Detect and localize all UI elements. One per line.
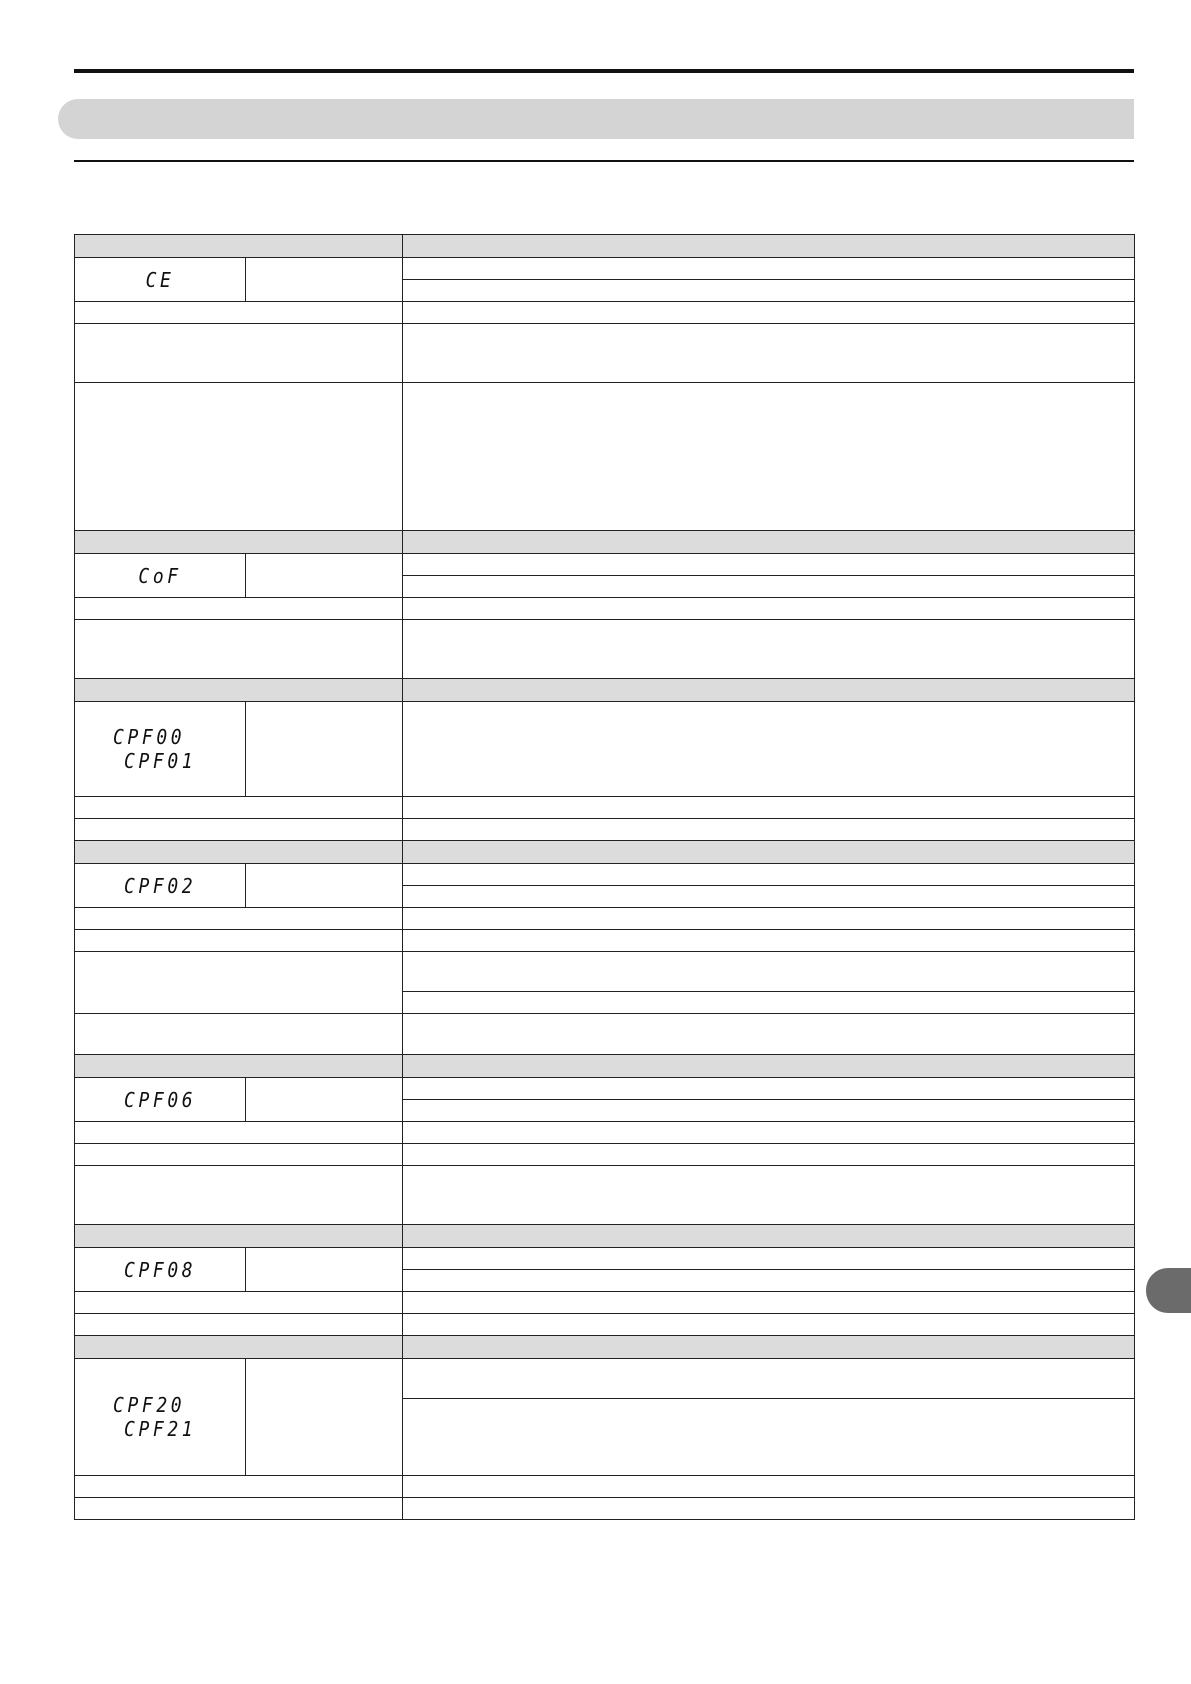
fault-code-cell [75, 864, 246, 908]
section-sub-rule [74, 160, 1134, 162]
fault-header-row [75, 1336, 1135, 1359]
table-row [75, 1314, 1135, 1336]
table-row [75, 1292, 1135, 1314]
fault-code-display: CPF06 [123, 1087, 197, 1112]
fault-code-display: CE [145, 267, 175, 292]
table-row [75, 797, 1135, 819]
table-row [75, 908, 1135, 930]
table-row [75, 258, 1135, 280]
table-row [75, 1359, 1135, 1399]
fault-header-row [75, 1055, 1135, 1078]
fault-header-row [75, 531, 1135, 554]
fault-code-display: CoF [138, 563, 182, 588]
fault-header-row [75, 679, 1135, 702]
chapter-side-tab [1146, 1268, 1191, 1313]
table-row [75, 324, 1135, 383]
fault-code-display: CPF00 [112, 725, 186, 749]
table-row [75, 1248, 1135, 1270]
fault-code-display: CPF21 [123, 1417, 197, 1441]
table-row [75, 1014, 1135, 1055]
top-rule [74, 69, 1134, 73]
fault-code-cell [75, 1078, 246, 1122]
table-row [75, 554, 1135, 576]
fault-code-cell [75, 554, 246, 598]
table-row [75, 1476, 1135, 1498]
fault-code-cell [75, 1248, 246, 1292]
fault-header-row [75, 1225, 1135, 1248]
table-row [75, 1498, 1135, 1520]
table-row [75, 930, 1135, 952]
table-row [75, 383, 1135, 531]
table-row [75, 598, 1135, 620]
table-row [75, 1144, 1135, 1166]
fault-code-display: CPF01 [123, 749, 197, 773]
fault-code-cell [75, 1359, 246, 1476]
table-row [75, 952, 1135, 992]
table-row [75, 864, 1135, 886]
table-row [75, 620, 1135, 679]
fault-header-row [75, 841, 1135, 864]
table-row [75, 819, 1135, 841]
section-banner [58, 99, 1134, 139]
fault-code-cell [75, 258, 246, 302]
fault-code-cell [75, 702, 246, 797]
table-row [75, 702, 1135, 797]
fault-code-display: CPF08 [123, 1257, 197, 1282]
table-row [75, 1078, 1135, 1100]
fault-code-display: CPF20 [112, 1393, 186, 1417]
fault-code-display: CPF02 [123, 873, 197, 898]
table-row [75, 1122, 1135, 1144]
table-row [75, 1166, 1135, 1225]
fault-header-row [75, 235, 1135, 258]
fault-table [74, 234, 1135, 1520]
table-row [75, 302, 1135, 324]
